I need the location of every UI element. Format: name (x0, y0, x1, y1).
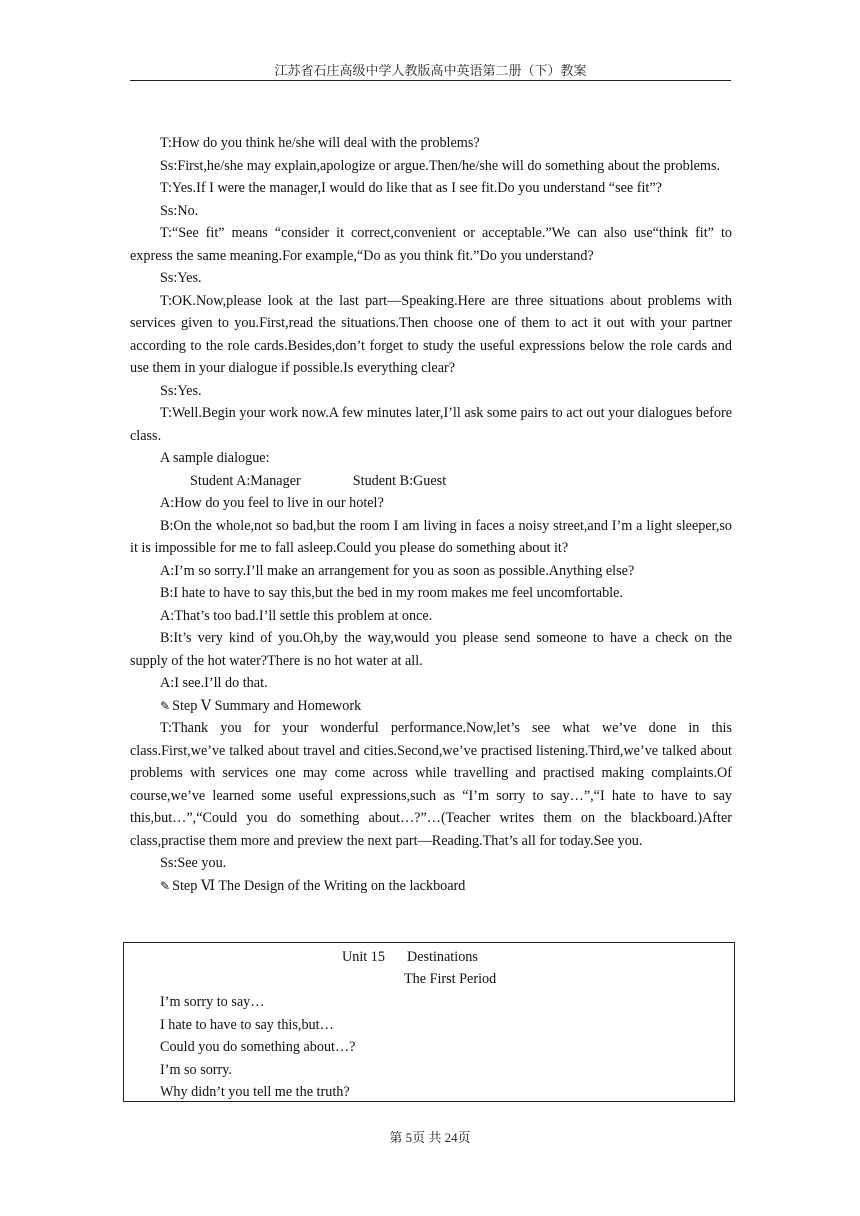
board-expression: Why didn’t you tell me the truth? (160, 1084, 350, 1100)
sample-roles (130, 470, 732, 493)
paragraph: T:OK.Now,please look at the last part—Speaking.Here are three situations about problems with services given to you.First,read the situations.Then choose one of them to act it out with your partner according to the role cards.Besides,don’t forget to study the useful expressions below the role cards and use them in your dialogue if possible.Is everything clear? (130, 292, 732, 376)
board-expression: Could you do something about…? (160, 1039, 356, 1055)
pencil-icon: ✎ (160, 698, 171, 713)
step-title: Step Ⅵ The Design of the Writing on the lackboard (172, 877, 466, 894)
paragraph: T:“See fit” means “consider it correct,convenient or acceptable.”We can also use“think fit” to express the same meaning.For example,“Do as you think fit.”Do you understand? (130, 225, 732, 264)
board-unit-title: Destinations (406, 949, 478, 965)
role-a: Student A:Manager (190, 472, 301, 489)
dialogue-line: B:I hate to have to say this,but the bed in my room makes me feel uncomfortable. (160, 585, 623, 601)
dialogue-line: B:It’s very kind of you.Oh,by the way,would you please send someone to have a check on the supply of the hot water?There is no hot water at all. (130, 630, 732, 669)
board-unit: Unit 15 (342, 949, 385, 965)
paragraph: A sample dialogue: (160, 450, 270, 466)
paragraph: T:Thank you for your wonderful performance.Now,let’s see what we’ve done in this class.First,we’ve talked about travel and cities.Second,we’ve practised listening.Third,we’ve talked about problems with services one may come across while travelling and practised making complaints.Of course,we’ve learned some useful expressions,such as “I’m sorry to say…”,“I hate to have to say this,but…”,“Could you do something about…?”…(Teacher writes them on the blackboard.)After class,practise them more and preview the next part—Reading.That’s all for today.See you. (130, 720, 732, 849)
paragraph: T:Yes.If I were the manager,I would do like that as I see fit.Do you understand “see fit”? (160, 180, 662, 196)
board-expression: I’m so sorry. (160, 1061, 232, 1078)
role-b: Student B:Guest (352, 472, 447, 489)
board-expression: I hate to have to say this,but… (160, 1016, 334, 1033)
step-title: Step Ⅴ Summary and Homework (172, 697, 362, 714)
paragraph: Ss:Yes. (160, 382, 202, 399)
board-period: The First Period (404, 971, 497, 987)
blackboard-design-box (123, 942, 735, 1102)
dialogue-line: A:How do you feel to live in our hotel? (160, 495, 384, 511)
paragraph: Ss:No. (160, 202, 199, 219)
step-heading (130, 875, 732, 898)
dialogue-line: A:I’m so sorry.I’ll make an arrangement for you as soon as possible.Anything else? (160, 562, 635, 579)
page-header: 江苏省石庄高级中学人教版高中英语第二册（下）教案 (274, 63, 587, 78)
dialogue-line: A:I see.I’ll do that. (160, 675, 268, 691)
paragraph: T:Well.Begin your work now.A few minutes later,I’ll ask some pairs to act out your dialogues before class. (130, 405, 732, 444)
board-unit-heading (342, 946, 478, 969)
header-divider (130, 80, 731, 81)
page-footer: 第 5页 共 24页 (389, 1130, 471, 1145)
board-expression: I’m sorry to say… (160, 994, 265, 1010)
lesson-content (130, 132, 732, 897)
paragraph: Ss:Yes. (160, 270, 202, 286)
paragraph: T:How do you think he/she will deal with the problems? (160, 135, 480, 151)
dialogue-line: A:That’s too bad.I’ll settle this problem at once. (160, 607, 433, 624)
paragraph: Ss:First,he/she may explain,apologize or argue.Then/he/she will do something about the problems. (160, 157, 721, 174)
paragraph: Ss:See you. (160, 855, 227, 871)
pencil-icon: ✎ (160, 878, 171, 893)
step-heading (130, 695, 732, 718)
dialogue-line: B:On the whole,not so bad,but the room I am living in faces a noisy street,and I’m a light sleeper,so it is impossible for me to fall asleep.Could you please do something about it? (130, 517, 732, 556)
board-expression-list (160, 991, 355, 1104)
